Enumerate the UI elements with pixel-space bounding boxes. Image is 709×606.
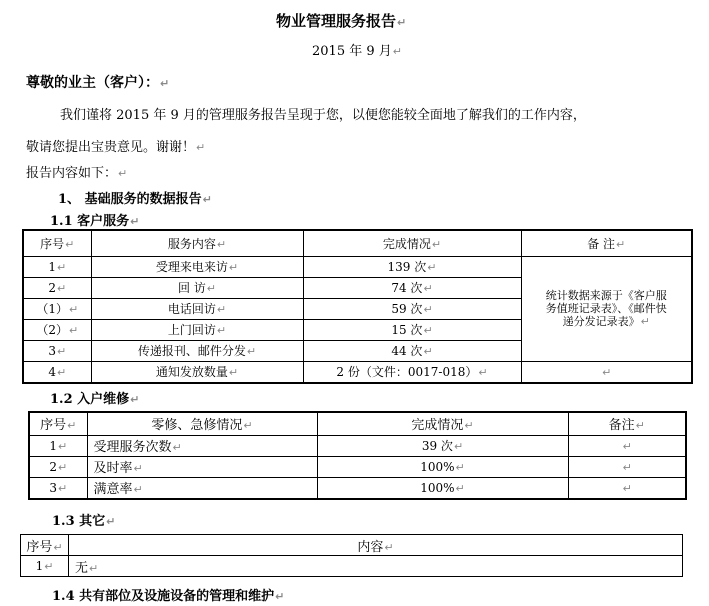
table-row	[23, 256, 692, 277]
row-number: 1↵	[23, 256, 91, 277]
header-cell: 序号↵	[21, 535, 69, 556]
report-date: 2015 年 9 月↵	[312, 44, 402, 59]
service-content: 受理来电来访↵	[91, 256, 303, 277]
header-cell: 内容↵	[69, 535, 683, 556]
table-header-row	[23, 230, 692, 256]
header-cell: 序号↵	[23, 230, 91, 256]
row-number: 1↵	[29, 435, 87, 456]
completion-status: 2 份（文件：0017-018）↵	[303, 361, 521, 383]
document-title: 物业管理服务报告↵	[276, 12, 407, 30]
service-content: 电话回访↵	[91, 298, 303, 319]
customer-service-table	[22, 229, 693, 384]
row-number: 2↵	[29, 456, 87, 477]
row-number: 1↵	[21, 556, 69, 577]
repair-content: 及时率↵	[87, 456, 317, 477]
header-cell: 服务内容↵	[91, 230, 303, 256]
other-content: 无↵	[69, 556, 683, 577]
table-row	[29, 435, 686, 456]
completion-status: 39 次↵	[317, 435, 568, 456]
header-cell: 零修、急修情况↵	[87, 412, 317, 435]
row-number: （1）↵	[23, 298, 91, 319]
contents-label: 报告内容如下：↵	[26, 166, 128, 181]
table-row	[29, 477, 686, 499]
service-content: 上门回访↵	[91, 319, 303, 340]
section-1-heading: 1、 基础服务的数据报告↵	[58, 192, 212, 207]
intro-line-2: 敬请您提出宝贵意见。谢谢！↵	[26, 140, 206, 155]
subsection-1-2-heading: 1.2 入户维修↵	[50, 392, 140, 407]
subsection-1-3-heading: 1.3 其它↵	[52, 514, 116, 529]
repair-content: 受理服务次数↵	[87, 435, 317, 456]
repair-content: 满意率↵	[87, 477, 317, 499]
salutation: 尊敬的业主（客户）：↵	[26, 75, 170, 91]
table-row	[29, 456, 686, 477]
table-row	[23, 361, 692, 383]
completion-status: 100%↵	[317, 456, 568, 477]
remarks-cell	[521, 256, 692, 361]
header-cell: 完成情况↵	[317, 412, 568, 435]
remark-line: 递分发记录表》↵	[562, 315, 650, 328]
row-number: 3↵	[29, 477, 87, 499]
home-repair-table	[28, 411, 687, 500]
service-content: 回 访↵	[91, 277, 303, 298]
intro-line-1: 我们谨将 2015 年 9 月的管理服务报告呈现于您，以便您能较全面地了解我们的工作内容，	[60, 108, 586, 123]
subsection-1-1-heading: 1.1 客户服务↵	[50, 214, 140, 229]
remark-line: 统计数据来源于《客户服	[545, 289, 667, 302]
service-content: 通知发放数量↵	[91, 361, 303, 383]
table-header-row	[29, 412, 686, 435]
completion-status: 74 次↵	[303, 277, 521, 298]
header-cell: 备注↵	[568, 412, 686, 435]
header-cell: 序号↵	[29, 412, 87, 435]
other-items-table	[20, 534, 683, 577]
subsection-1-4-heading: 1.4 共有部位及设施设备的管理和维护↵	[52, 589, 285, 604]
completion-status: 15 次↵	[303, 319, 521, 340]
remarks-empty-cell: ↵	[568, 477, 686, 499]
row-number: 3↵	[23, 340, 91, 361]
row-number: 2↵	[23, 277, 91, 298]
row-number: （2）↵	[23, 319, 91, 340]
completion-status: 139 次↵	[303, 256, 521, 277]
remarks-empty-cell: ↵	[568, 456, 686, 477]
remarks-empty-cell: ↵	[568, 435, 686, 456]
row-number: 4↵	[23, 361, 91, 383]
table-header-row	[21, 535, 683, 556]
service-content: 传递报刊、邮件分发↵	[91, 340, 303, 361]
remarks-empty-cell: ↵	[521, 361, 692, 383]
header-cell: 完成情况↵	[303, 230, 521, 256]
header-cell: 备 注↵	[521, 230, 692, 256]
completion-status: 59 次↵	[303, 298, 521, 319]
table-row	[21, 556, 683, 577]
completion-status: 100%↵	[317, 477, 568, 499]
completion-status: 44 次↵	[303, 340, 521, 361]
remark-line: 务值班记录表》、《邮件快	[545, 302, 667, 315]
